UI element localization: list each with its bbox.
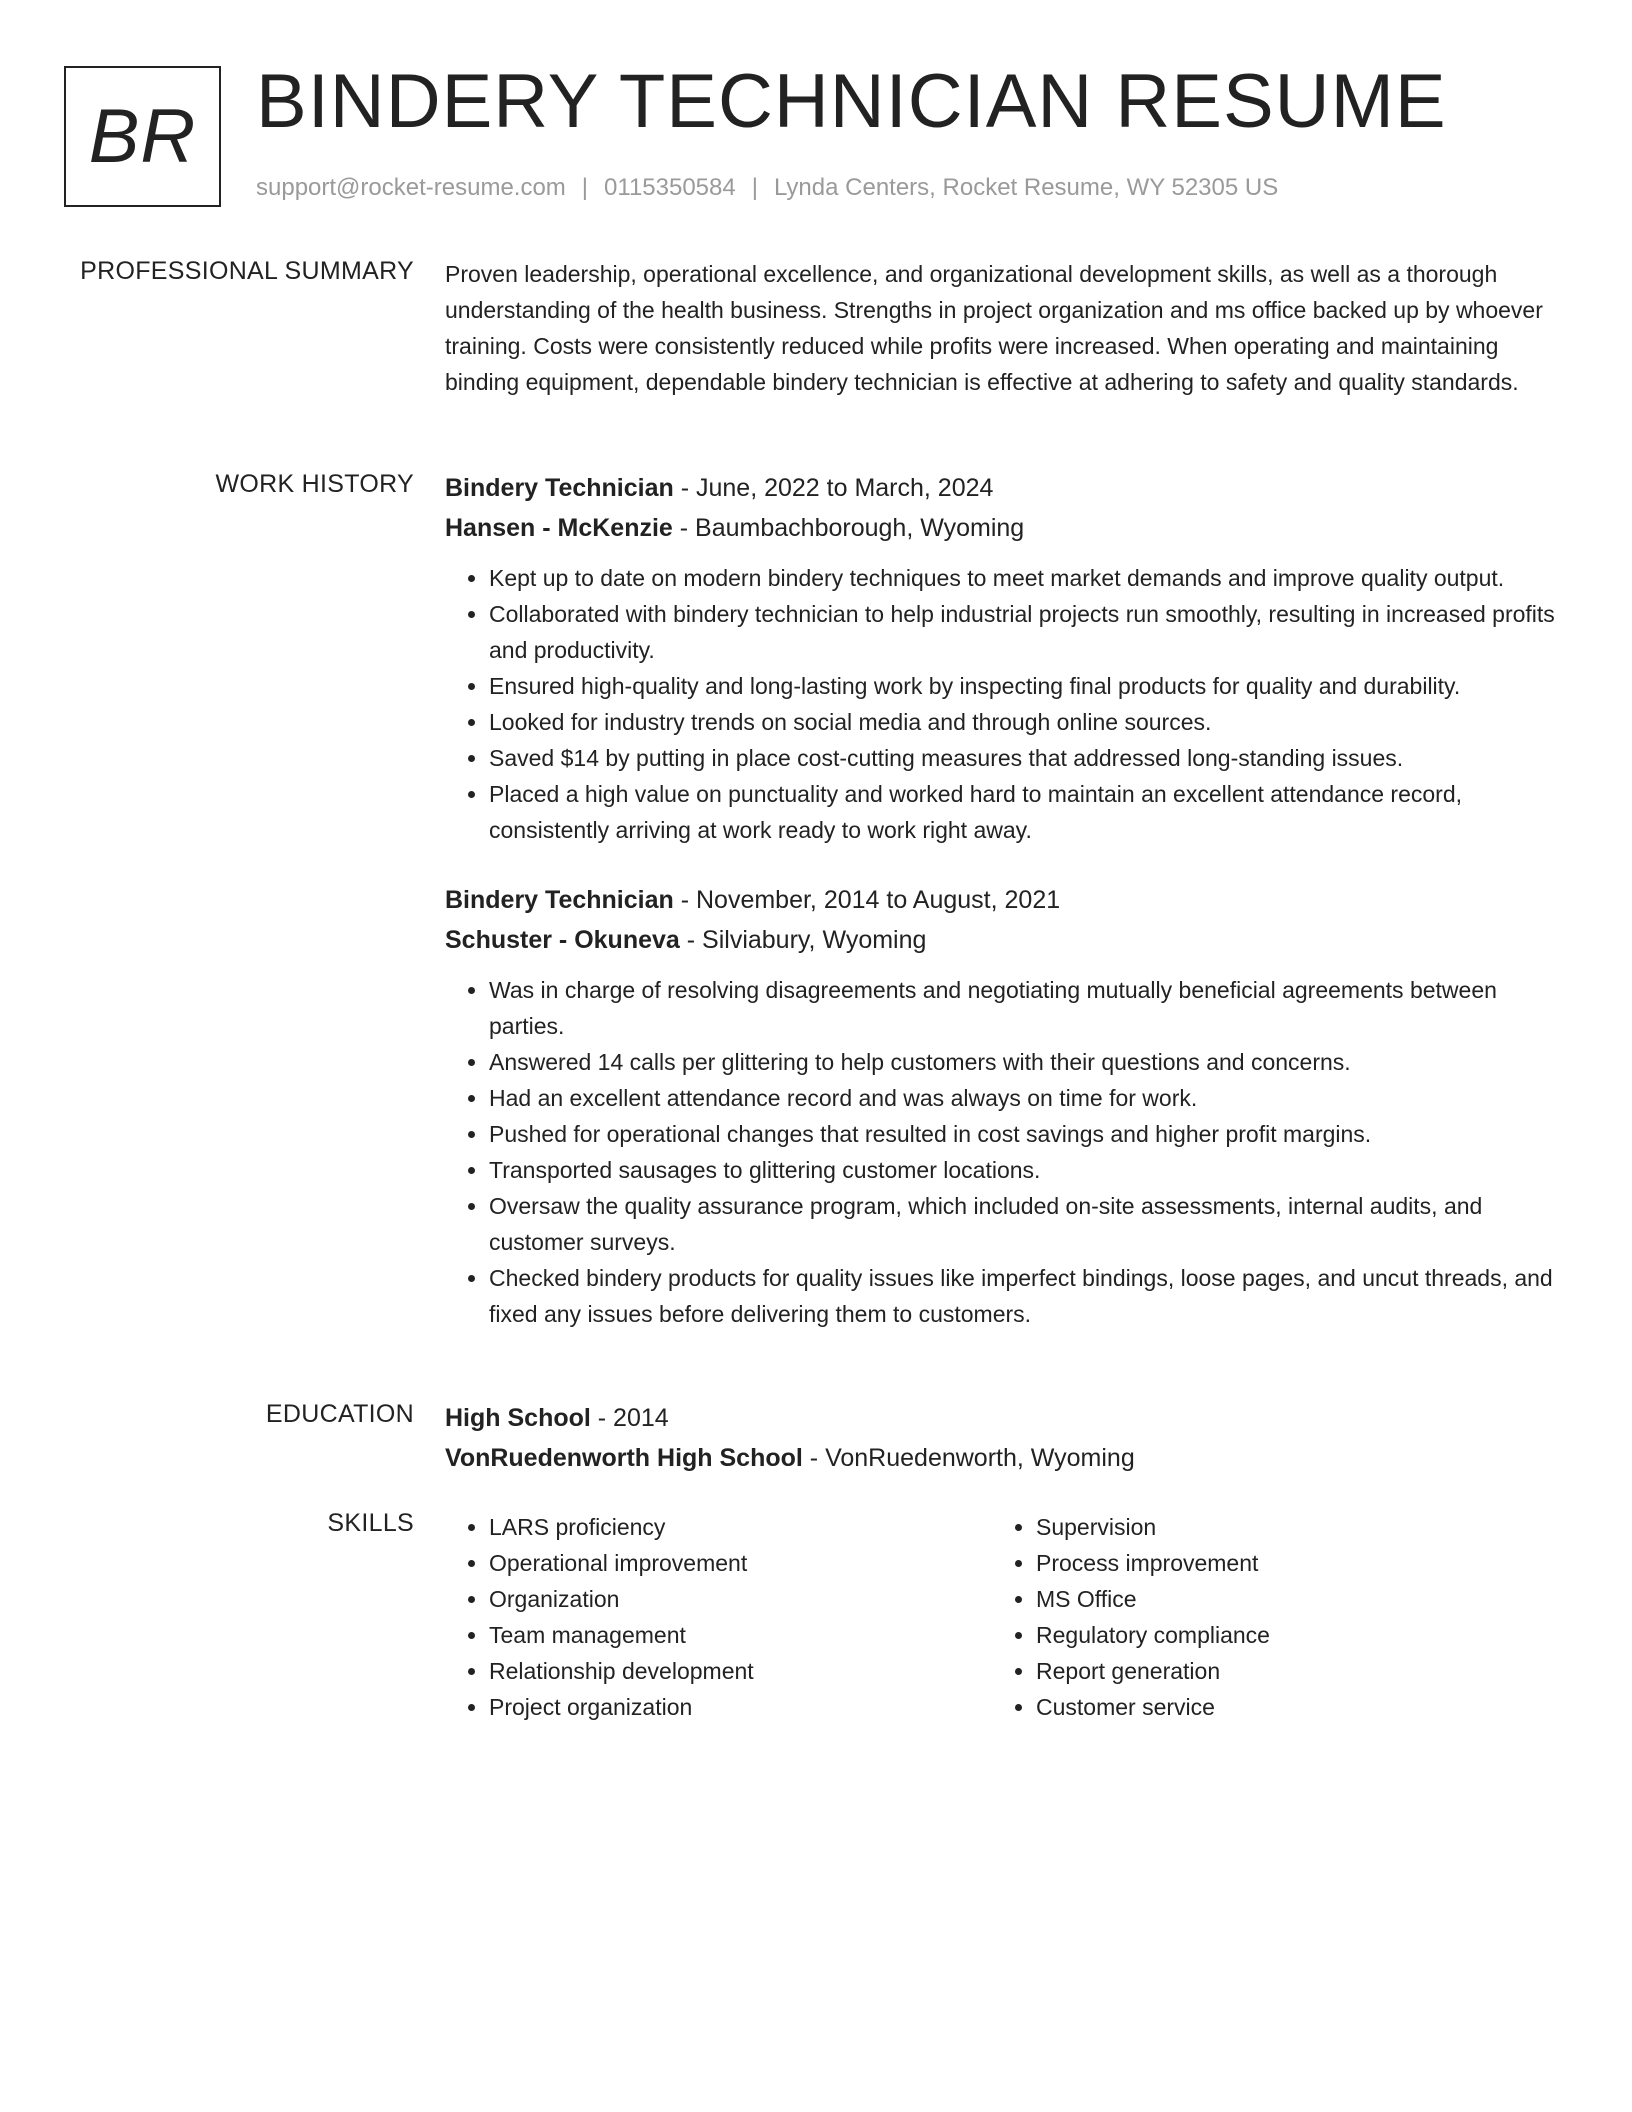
job-title-line (445, 468, 1560, 508)
job-title-line (445, 880, 1560, 920)
job-bullet: • Checked bindery products for quality issues like imperfect bindings, loose pages, and uncut threads, and fixed any issues before delivering them to customers. (489, 1260, 1560, 1332)
job-bullet: • Kept up to date on modern bindery techniques to meet market demands and improve quality output. (489, 560, 1560, 596)
section-label-skills: SKILLS (327, 1509, 414, 1537)
work-history-body (445, 468, 1560, 1332)
contact-separator: | (581, 174, 589, 201)
skill-item: • Project organization (489, 1689, 992, 1725)
contact-address: Lynda Centers, Rocket Resume, WY 52305 US (773, 174, 1279, 201)
skills-list-right (992, 1509, 1539, 1725)
job-location: - Baumbachborough, Wyoming (672, 514, 1025, 542)
job-bullet: • Had an excellent attendance record and was always on time for work. (489, 1080, 1560, 1116)
job-bullets (445, 972, 1560, 1332)
skill-item: • Organization (489, 1581, 992, 1617)
job-bullet: • Looked for industry trends on social media and through online sources. (489, 704, 1560, 740)
skill-item: • Process improvement (1036, 1545, 1539, 1581)
resume-title: BINDERY TECHNICIAN RESUME (256, 59, 1447, 144)
job-bullet: • Ensured high-quality and long-lasting work by inspecting final products for quality and durability. (489, 668, 1560, 704)
job-bullet: • Placed a high value on punctuality and worked hard to maintain an excellent attendance record, consistently arriving at work ready to work right away. (489, 776, 1560, 848)
skill-item: • Regulatory compliance (1036, 1617, 1539, 1653)
contact-phone[interactable]: 0115350584 (604, 174, 736, 201)
job-company-line (445, 920, 1560, 960)
section-label-education: EDUCATION (265, 1400, 414, 1428)
job-dates: - November, 2014 to August, 2021 (673, 886, 1061, 914)
skill-item: • Customer service (1036, 1689, 1539, 1725)
job-location: - Silviabury, Wyoming (679, 926, 927, 954)
job-title: Bindery Technician (445, 886, 674, 914)
education-body (445, 1398, 1560, 1478)
contact-separator: | (751, 174, 758, 201)
education-degree-line (445, 1398, 1560, 1438)
education-year: - 2014 (590, 1404, 669, 1432)
skill-item: • Operational improvement (489, 1545, 992, 1581)
skill-item: • Team management (489, 1617, 992, 1653)
summary-text: Proven leadership, operational excellence, and organizational development skills, as well as a thorough understanding of the health business. Strengths in project organization and ms office backed up by whoever training. Costs were consistently reduced while profits were increased. When operating and maintaining binding equipment, dependable bindery technician is effective at adhering to safety and quality standards. (445, 261, 1543, 395)
skill-item: • MS Office (1036, 1581, 1539, 1617)
job-bullets (445, 560, 1560, 848)
job-bullet: • Collaborated with bindery technician to help industrial projects run smoothly, resulting in increased profits and productivity. (489, 596, 1560, 668)
job-company-line (445, 508, 1560, 548)
skill-item: • LARS proficiency (489, 1509, 992, 1545)
job-dates: - June, 2022 to March, 2024 (673, 474, 994, 502)
job-bullet: • Answered 14 calls per glittering to help customers with their questions and concerns. (489, 1044, 1560, 1080)
skills-grid (445, 1509, 1560, 1725)
job-bullet: • Pushed for operational changes that resulted in cost savings and higher profit margins. (489, 1116, 1560, 1152)
job-bullet: • Saved $14 by putting in place cost-cutting measures that addressed long-standing issues. (489, 740, 1560, 776)
education-location: - VonRuedenworth, Wyoming (802, 1444, 1135, 1472)
contact-line (256, 174, 1278, 202)
section-label-work-history: WORK HISTORY (215, 470, 414, 498)
section-label-summary: PROFESSIONAL SUMMARY (80, 257, 414, 285)
skills-column-left (445, 1509, 992, 1725)
job-company: Schuster - Okuneva (445, 926, 680, 954)
skills-list-left (445, 1509, 992, 1725)
education-school: VonRuedenworth High School (445, 1444, 803, 1472)
education-degree: High School (445, 1404, 591, 1432)
job-bullet: • Oversaw the quality assurance program, which included on-site assessments, internal audits, and customer surveys. (489, 1188, 1560, 1260)
skills-column-right (992, 1509, 1539, 1725)
job-bullet: • Transported sausages to glittering customer locations. (489, 1152, 1560, 1188)
skill-item: • Supervision (1036, 1509, 1539, 1545)
job-bullet: • Was in charge of resolving disagreements and negotiating mutually beneficial agreements between parties. (489, 972, 1560, 1044)
skill-item: • Report generation (1036, 1653, 1539, 1689)
job-title: Bindery Technician (445, 474, 674, 502)
contact-email[interactable]: support@rocket-resume.com (256, 174, 566, 201)
job-entry (445, 880, 1560, 1332)
education-school-line (445, 1438, 1560, 1478)
job-company: Hansen - McKenzie (445, 514, 673, 542)
monogram-logo (64, 66, 221, 207)
skills-body (445, 1509, 1560, 1725)
skill-item: • Relationship development (489, 1653, 992, 1689)
job-entry (445, 468, 1560, 848)
monogram-text: BR (88, 94, 197, 179)
summary-body (445, 256, 1560, 400)
